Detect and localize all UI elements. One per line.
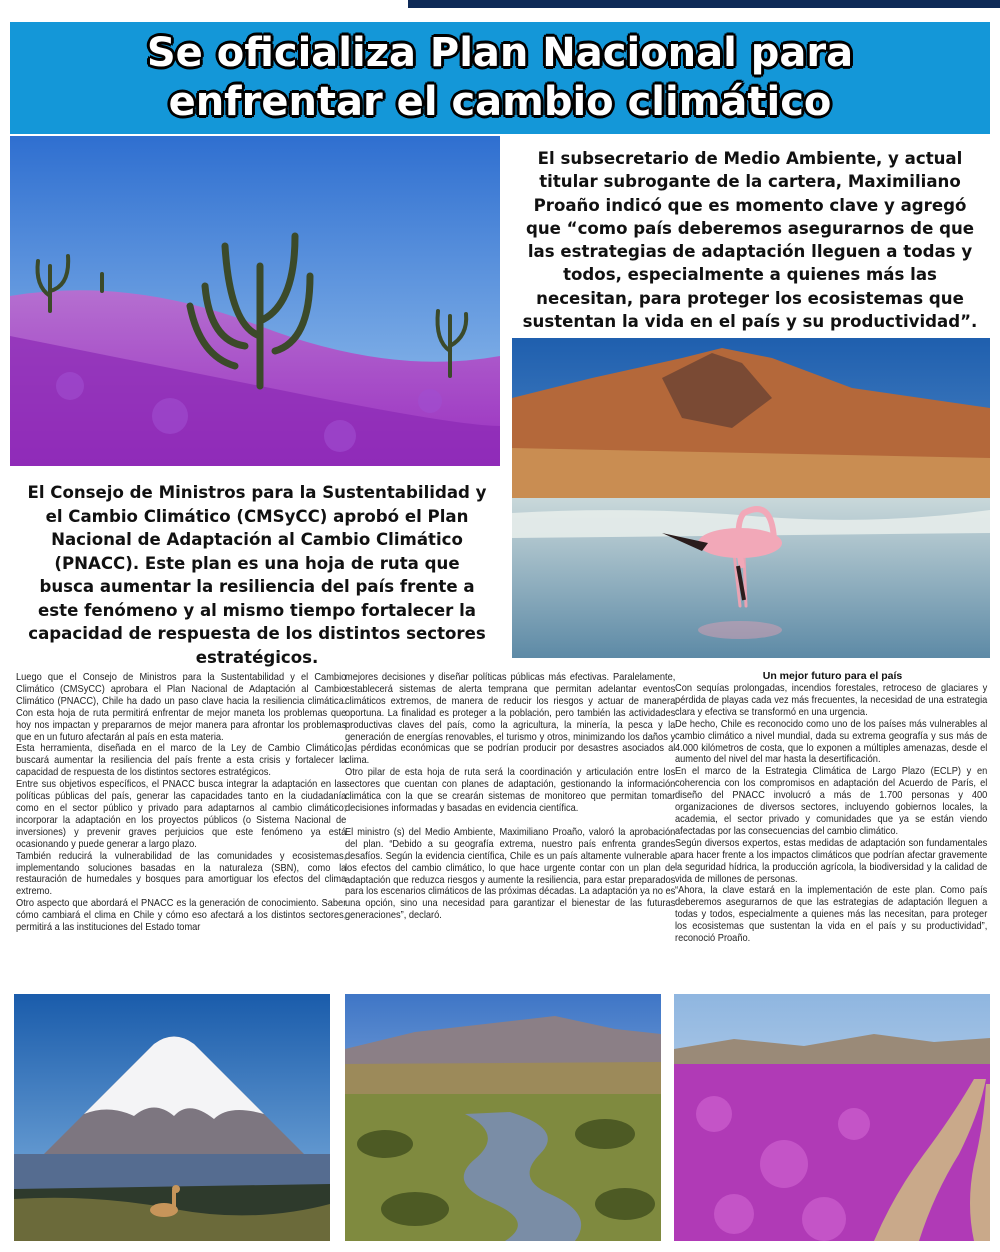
paragraph: También reducirá la vulnerabilidad de las comunidades y ecosistemas, implementando soluciones basadas en la naturaleza (SBN), como la restauración de humedales y bosques para amortiguar los efectos del clima extremo. (16, 850, 347, 898)
paragraph: Con sequías prolongadas, incendios forestales, retroceso de glaciares y pérdida de playas cada vez más frecuentes, la necesidad de una estrategia clara y efectiva se transformó en una urgencia. (675, 683, 988, 718)
title-line-2: enfrentar el cambio climático (168, 79, 832, 125)
top-accent-bar (408, 0, 1000, 8)
desert-bloom-cactus-photo (10, 136, 500, 466)
lead-quote: El subsecretario de Medio Ambiente, y actual titular subrogante de la cartera, Maximiliano Proaño indicó que es momento clave y agregó que “como país deberemos asegurarnos de que las estrategias de adaptación lleguen a todas y todos, especialmente a quienes más las necesitan, para proteger los ecosistemas que sustentan la vida en el país y su productividad”. (522, 149, 978, 332)
flamingo-lagoon-photo (512, 338, 990, 658)
paragraph: mejores decisiones y diseñar políticas públicas más efectivas. Paralelamente, establecerá sistemas de alerta temprana que permitan adelantar eventos climáticos extremos, de manera de reducir los riesgos y actuar de manera oportuna. La finalidad es proteger a la población, pero también las actividades productivas claves del país, como la agricultura, la minería, la pesca y la generación de energías renovables, el turismo y otros, minimizando los daños y las pérdidas económicas que se podrían producir por desastres asociados al clima. (345, 672, 676, 767)
paragraph: En el marco de la Estrategia Climática de Largo Plazo (ECLP) y en coherencia con los compromisos en adaptación del Acuerdo de París, el diseño del PNACC involucró a más de 1.700 personas y 400 organizaciones de diversos sectores, incluyendo gobiernos locales, la academia, el sector privado y comunidades que ya se están viendo afectadas por las consecuencias del cambio climático. (675, 766, 988, 837)
lead-intro: El Consejo de Ministros para la Sustentabilidad y el Cambio Climático (CMSyCC) aprobó el Plan Nacional de Adaptación al Cambio Climático (PNACC). Este plan es una hoja de ruta que busca aumentar la resiliencia del país frente a este fenómeno y al mismo tiempo fortalecer la capacidad de respuesta de los distintos sectores estratégicos. (27, 483, 487, 667)
altiplano-stream-photo (345, 994, 661, 1241)
title-line-1: Se oficializa Plan Nacional para (146, 30, 854, 76)
flowering-desert-road-photo (674, 994, 990, 1241)
paragraph: Otro pilar de esta hoja de ruta será la coordinación y articulación entre los sectores que cuentan con planes de adaptación, gestionando la información climática con la que se crearán sistemas de monitoreo que permitan tomar decisiones informadas y basadas en evidencia científica. (345, 767, 676, 814)
body-column-1 (16, 672, 346, 934)
paragraph: De hecho, Chile es reconocido como uno de los países más vulnerables al cambio climático a nivel mundial, dada su extrema geografía y sus más de 4.000 kilómetros de costa, que lo exponen a múltiples amenazas, desde el aumento del nivel del mar hasta la desertificación. (675, 718, 988, 766)
page-title (10, 22, 990, 134)
paragraph: El ministro (s) del Medio Ambiente, Maximiliano Proaño, valoró la aprobación del plan. “Debido a su geografía extrema, nuestro país enfrenta grandes desafíos. Según la evidencia científica, Chile es un país altamente vulnerable a los efectos del cambio climático, lo que hace urgente contar con un plan de adaptación que reduzca riesgos y aumente la resiliencia, para estar preparados para los escenarios climáticos de las próximas décadas. La adaptación ya no es una opción, sino una necesidad para garantizar el bienestar de las futuras generaciones”, declaró. (345, 826, 676, 922)
volcano-vicuna-photo (14, 994, 330, 1241)
paragraph: Según diversos expertos, estas medidas de adaptación son fundamentales para hacer frente a los impactos climáticos que podrían afectar gravemente la seguridad hídrica, la producción agrícola, la biodiversidad y la calidad de vida de millones de personas. (675, 837, 988, 885)
paragraph: Luego que el Consejo de Ministros para la Sustentabilidad y el Cambio Climático (CMSyCC) aprobara el Plan Nacional de Adaptación al Cambio Climático (PNACC), Chile ha dado un paso clave hacia la resiliencia climática. Con esta hoja de ruta permitirá enfrentar de mejor maneta los problemas que hoy nos impactan y prepararnos de mejor manera para afrontar los problemas que en un futuro afectarán al país en esta materia. (16, 672, 347, 743)
body-column-2 (345, 672, 675, 922)
body-column-3 (675, 683, 987, 945)
paragraph: Esta herramienta, diseñada en el marco de la Ley de Cambio Climático, buscará aumentar la resiliencia del país frente a esta crisis y fortalecer la capacidad de respuesta de los distintos sectores estratégicos. (16, 743, 347, 779)
paragraph: Entre sus objetivos específicos, el PNACC busca integrar la adaptación en las políticas públicas del país, generar las capacidades tanto en la ciudadanía como en el sector público y privado para adaptarnos al cambio climático; incorporar la adaptación en los proyectos públicos (o Sistema Nacional de inversiones) y prevenir graves perjuicios que este fenómeno ya está ocasionando y puede generar a largo plazo. (16, 779, 347, 850)
section-subhead: Un mejor futuro para el país (762, 670, 903, 682)
paragraph: Otro aspecto que abordará el PNACC es la generación de conocimiento. Saber cómo cambiará el clima en Chile y cómo eso afectará a los distintos sectores, permitirá a las instituciones del Estado tomar (16, 898, 347, 934)
paragraph: “Ahora, la clave estará en la implementación de este plan. Como país deberemos asegurarnos de que las estrategias de adaptación lleguen a todas y todos, especialmente a quienes más las necesitan, para proteger los ecosistemas que sustentan la vida en el país y su productividad”, reconoció Proaño. (675, 885, 988, 945)
